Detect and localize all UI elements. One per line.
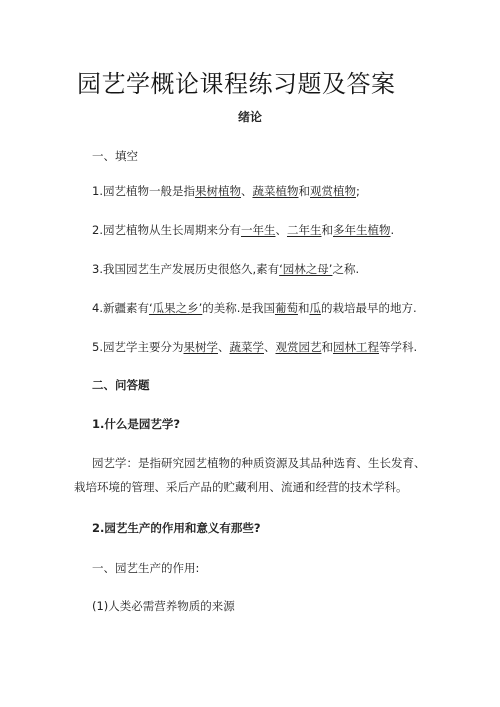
- section-heading-qa: 二、问答题: [92, 378, 150, 392]
- answer-blank: 葡萄: [274, 301, 298, 315]
- qa-question-1: 1.什么是园艺学?: [92, 417, 181, 431]
- answer-blank: 果树学: [183, 340, 218, 354]
- answer-blank: ‘瓜果之乡’: [148, 301, 203, 315]
- chapter-heading: 绪论: [237, 110, 262, 124]
- question-4: 4.新疆素有‘瓜果之乡’的美称.是我国葡萄和瓜的栽培最早的地方.: [92, 301, 417, 315]
- qa-answer-2-item-1: (1)人类必需营养物质的来源: [92, 599, 235, 613]
- qa-answer-2-subheading: 一、园艺生产的作用:: [92, 561, 200, 575]
- document-title: 园艺学概论课程练习题及答案: [77, 70, 396, 98]
- answer-blank: 果树植物: [194, 184, 241, 198]
- answer-blank: 一年生: [240, 223, 276, 237]
- answer-blank: 观赏植物: [309, 184, 356, 198]
- question-5: 5.园艺学主要分为果树学、蔬菜学、观赏园艺和园林工程等学科.: [92, 340, 418, 354]
- answer-blank: 多年生植物: [332, 223, 391, 237]
- answer-blank: 瓜: [309, 301, 321, 315]
- answer-blank: ‘园林之母’: [279, 262, 333, 276]
- answer-blank: 蔬菜学: [229, 340, 264, 354]
- qa-question-2: 2.园艺生产的作用和意义有那些?: [92, 521, 261, 535]
- section-heading-fill-in: 一、填空: [92, 149, 138, 163]
- answer-blank: 蔬菜植物: [252, 184, 299, 198]
- question-3: 3.我国园艺生产发展历史很悠久,素有‘园林之母’之称.: [92, 262, 360, 276]
- qa-answer-1: 园艺学：是指研究园艺植物的种质资源及其品种选育、生长发育、栽培环境的管理、采后产品的贮藏利用、流通和经营的技术学科。: [74, 456, 426, 494]
- answer-blank: 园林工程: [332, 340, 379, 354]
- question-1: 1.园艺植物一般是指果树植物、蔬菜植物和观赏植物;: [92, 184, 360, 198]
- answer-blank: 观赏园艺: [275, 340, 322, 354]
- question-2: 2.园艺植物从生长周期来分有一年生、二年生和多年生植物.: [92, 223, 395, 237]
- answer-blank: 二年生: [286, 223, 322, 237]
